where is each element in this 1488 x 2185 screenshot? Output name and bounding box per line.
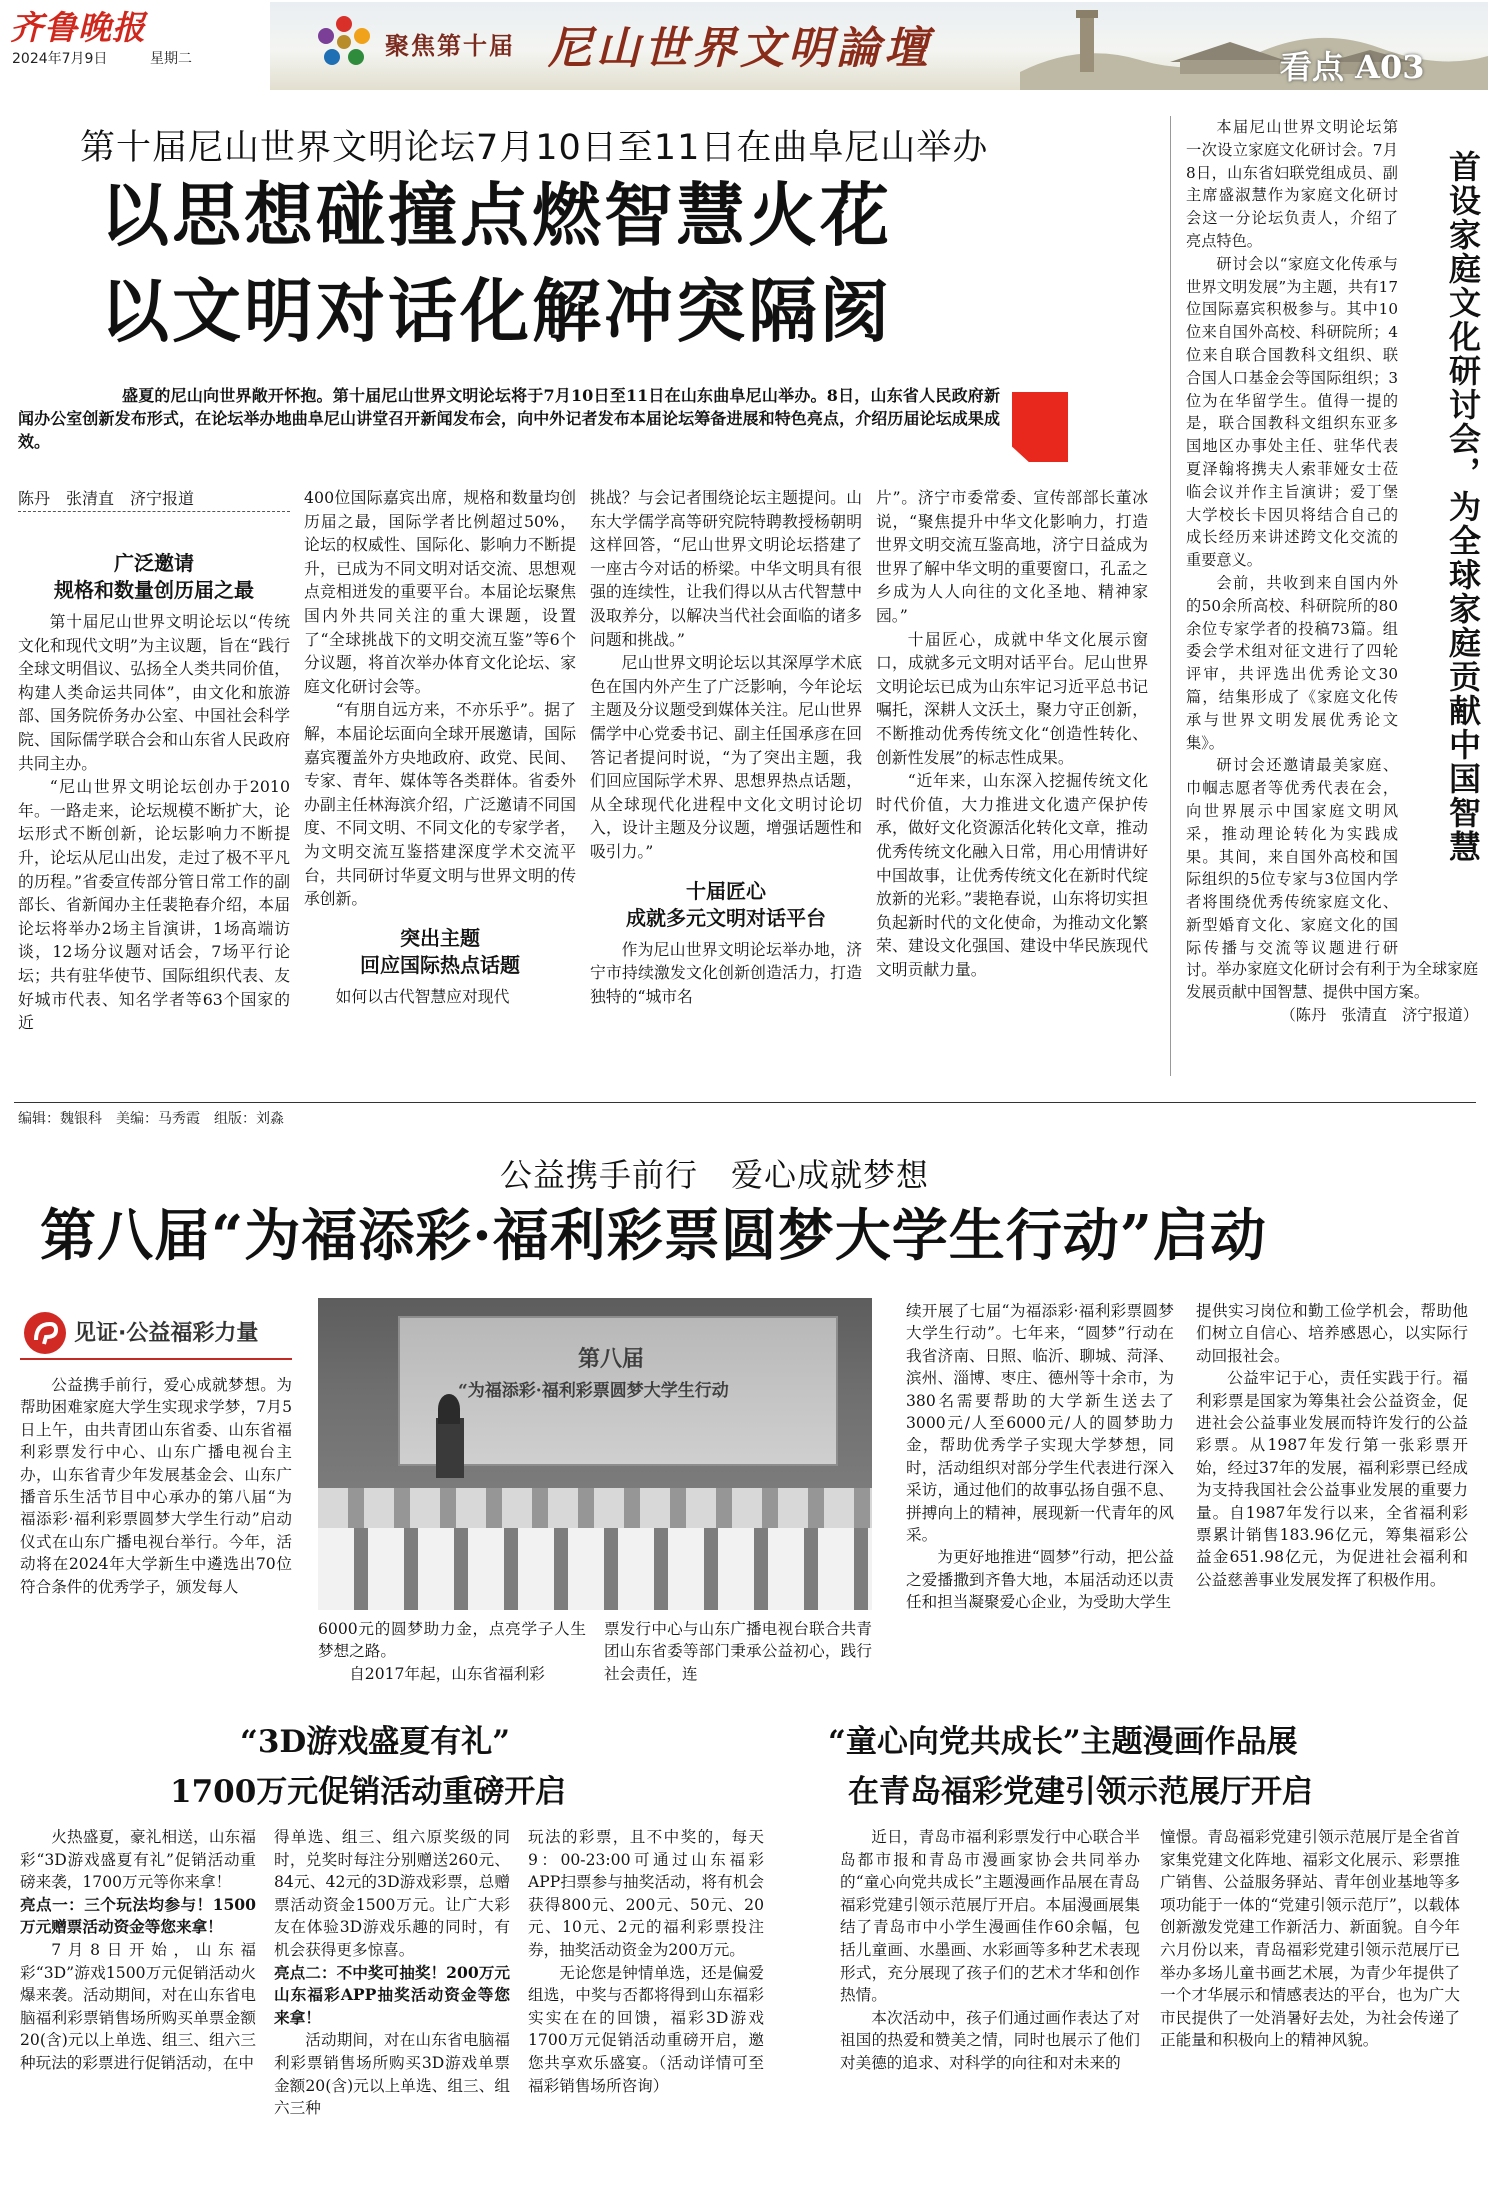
story1-headline-line2: 以文明对话化解冲突隔阂 xyxy=(100,271,892,352)
photo-podium xyxy=(436,1418,464,1478)
story1-column-1 xyxy=(18,520,290,1060)
story1-paragraph: 400位国际嘉宾出席，规格和数量均创历届之最，国际学者比例超过50%，论坛的权威性、国际化、影响力不断提升，已成为不同文明对话交流、思想观点竞相迸发的重要平台。本届论坛聚焦国内外共同关注的重大课题，设置了“全球挑战下的文明交流互鉴”等6个分议题，将首次举办体育文化论坛、家庭文化研讨会等。 xyxy=(304,488,576,696)
story2-paragraph: 提供实习岗位和勤工俭学机会，帮助他们树立自信心、培养感恩心，以实际行动回报社会。 xyxy=(1196,1302,1468,1365)
story2-column-5 xyxy=(1196,1300,1468,1696)
charity-badge xyxy=(20,1306,292,1360)
story1-paragraph: 尼山世界文明论坛以其深厚学术底色在国内外产生了广泛影响，今年论坛主题及分议题受到媒体关注。尼山世界儒学中心党委书记、副主任国承彦在回答记者提问时说，“为了突出主题，我们回应国际学术界、思想界热点话题，从全球现代化进程中文化文明讨论切入，设计主题及分议题，增强话题性和吸引力。” xyxy=(590,653,862,861)
sidebar-byline: （陈丹 张清直 济宁报道） xyxy=(1280,1005,1478,1024)
story1-paragraph: 十届匠心，成就中华文化展示窗口，成就多元文明对话平台。尼山世界文明论坛已成为山东牢记习近平总书记嘱托，深耕人文沃土，聚力守正创新，不断推动优秀传统文化“创造性转化、创新性发展”的标志性成果。 xyxy=(876,629,1148,767)
sidebar-paragraph: 举办家庭文化研讨会有利于为全球家庭发展贡献中国智慧、提供中国方案。 xyxy=(1186,960,1478,1001)
section-name: 看点 xyxy=(1280,48,1345,86)
page-section-label xyxy=(1280,42,1425,88)
story1-subhead-1: 广泛邀请 规格和数量创历届之最 xyxy=(54,551,254,602)
story1-byline: 陈丹 张清直 济宁报道 xyxy=(18,486,290,512)
story3-highlight: 亮点一：三个玩法均参与！1500万元赠票活动资金等您来拿！ xyxy=(20,1894,256,1937)
story1-paragraph: 作为尼山世界文明论坛举办地，济宁市持续激发文化创新创造活力，打造独特的“城市名 xyxy=(590,939,862,1006)
story1-subhead-2: 突出主题 回应国际热点话题 xyxy=(360,925,520,977)
story4-headline-line2: 在青岛福彩党建引领示范展厅开启 xyxy=(848,1774,1313,1810)
story1-column-3 xyxy=(590,486,862,1066)
photo-banner-text-2: “为福添彩·福利彩票圆梦大学生行动 xyxy=(458,1381,729,1401)
photo-audience-row xyxy=(318,1528,872,1610)
story2-paragraph: 票发行中心与山东广播电视台联合共青团山东省委等部门秉承公益初心，践行社会责任，连 xyxy=(604,1620,872,1683)
story4-column-1 xyxy=(840,1826,1140,2176)
story2-paragraph: 为更好地推进“圆梦”行动，把公益之爱播撒到齐鲁大地，本届活动还以责任和担当凝聚爱心企业，为受助大学生 xyxy=(906,1548,1174,1612)
story3-headline-line1: “3D游戏盛夏有礼” xyxy=(240,1724,511,1760)
story1-column-4 xyxy=(876,486,1148,1066)
red-marker-block xyxy=(1012,392,1068,462)
story3-column-2 xyxy=(274,1826,510,2176)
story2-paragraph: 6000元的圆梦助力金，点亮学子人生梦想之路。 xyxy=(318,1620,586,1661)
story3-column-1 xyxy=(20,1826,256,2176)
story2-column-3 xyxy=(604,1618,872,1696)
story1-subhead-3: 十届匠心 成就多元文明对话平台 xyxy=(626,878,826,930)
welfare-lottery-logo-icon xyxy=(22,1310,68,1356)
sidebar-vertical-title: 首设家庭文化研讨会，为全球家庭贡献中国智慧 xyxy=(1444,150,1482,864)
story2-paragraph: 公益携手前行，爱心成就梦想。为帮助困难家庭大学生实现求学梦，7月5日上午，由共青团山东省委、山东省福利彩票发行中心、山东广播电视台主办，山东省青少年发展基金会、山东广播音乐生活节目中心承办的第八届“为福添彩·福利彩票圆梦大学生行动”启动仪式在山东广播电视台举行。今年，活动将在2024年大学新生中遴选出70位符合条件的优秀学子，颁发每人 xyxy=(20,1376,292,1596)
story1-paragraph: “有朋自远方来，不亦乐乎”。据了解，本届论坛面向全球开展邀请，国际嘉宾覆盖外方央地政府、政党、民间、专家、青年、媒体等各类群体。省委外办副主任林海滨介绍，广泛邀请不同国度、不同文明、不同文化的专家学者，为文明交流互鉴搭建深度学术交流平台，共同研讨华夏文明与世界文明的传承创新。 xyxy=(304,700,576,909)
sidebar-text-top xyxy=(1186,116,1398,980)
photo-banner-text-1: 第八届 xyxy=(578,1346,645,1372)
badge-label: 见证·公益福彩力量 xyxy=(74,1321,259,1346)
story1-lead: 盛夏的尼山向世界敞开怀抱。第十届尼山世界文明论坛将于7月10日至11日在山东曲阜尼山举办。8日，山东省人民政府新闻办公室创新发布形式，在论坛举办地曲阜尼山讲堂召开新闻发布会，向中外记者发布本届论坛筹备进展和特色亮点，介绍历届论坛成果成效。 xyxy=(18,386,1000,451)
story2-paragraph: 自2017年起，山东省福利彩 xyxy=(349,1664,545,1683)
issue-weekday: 星期二 xyxy=(150,51,192,67)
newspaper-logo: 齐鲁晚报 xyxy=(10,8,146,47)
story3-paragraph: 玩法的彩票，且不中奖的，每天9：00-23:00可通过山东福彩APP扫票参与抽奖活动，将有机会获得800元、200元、50元、20元、10元、2元的福利彩票投注券，抽奖活动资金为200万元。 xyxy=(528,1828,764,1959)
sidebar-divider xyxy=(1170,116,1171,1076)
story4-column-2 xyxy=(1160,1826,1460,2176)
sidebar-paragraph: 本届尼山世界文明论坛第一次设立家庭文化研讨会。7月8日，山东省妇联党组成员、副主席盛淑慧作为家庭文化研讨会这一分论坛负责人，介绍了亮点特色。 xyxy=(1186,118,1398,250)
story4-headline-line1: “童心向党共成长”主题漫画作品展 xyxy=(828,1724,1298,1760)
sidebar-paragraph: 研讨会还邀请最美家庭、巾帼志愿者等优秀代表在会，向世界展示中国家庭文明风采，推动理论转化为实践成果。其间，来自国外高校和国际组织的5位专家与3位国内学者将围绕优秀传统家庭文化、新型婚育文化、家庭文化的国际传播与交流等议题进行研讨。 xyxy=(1186,756,1398,980)
sidebar-paragraph: 研讨会以“家庭文化传承与世界文明发展”为主题，共有17位国际嘉宾积极参与。其中10位来自国外高校、科研院所；4位来自联合国教科文组织、联合国人口基金会等国际组织；3位为在华留学生。值得一提的是，联合国教科文组织东亚多国地区办事处主任、驻华代表夏泽翰将携夫人索菲娅女士莅临会议并作主旨演讲；爱丁堡大学校长卡因贝将结合自己的成长经历来讲述跨文化交流的重要意义。 xyxy=(1186,254,1398,570)
page-number: A03 xyxy=(1355,48,1425,86)
story3-column-3 xyxy=(528,1826,764,2176)
story1-kicker: 第十届尼山世界文明论坛7月10日至11日在曲阜尼山举办 xyxy=(80,128,989,168)
story1-paragraph: 第十届尼山世界文明论坛以“传统文化和现代文明”为主议题，旨在“践行全球文明倡议、弘扬全人类共同价值，构建人类命运共同体”，由文化和旅游部、国务院侨务办公室、中国社会科学院、国际儒学联合会和山东省人民政府共同主办。 xyxy=(18,612,290,773)
story2-column-2 xyxy=(318,1618,586,1696)
story3-paragraph: 活动期间，对在山东省电脑福利彩票销售场所购买3D游戏单票金额20(含)元以上单选、组三、组六三种 xyxy=(274,2031,510,2118)
story2-column-4 xyxy=(906,1300,1174,1696)
story3-paragraph: 得单选、组三、组六原奖级的同时，兑奖时每注分别赠送260元、84元、42元的3D游戏彩票，总赠票活动资金1500万元。让广大彩友在体验3D游戏乐趣的同时，有机会获得更多惊喜。 xyxy=(274,1828,510,1959)
story3-headline-line2: 1700万元促销活动重磅开启 xyxy=(170,1774,567,1810)
story1-paragraph: “尼山世界文明论坛创办于2010年。一路走来，论坛规模不断扩大，论坛形式不断创新，论坛影响力不断提升，论坛从尼山出发，走过了极不平凡的历程。”省委宣传部分管日常工作的副部长、省新闻办主任裴艳春介绍，本届论坛将举办2场主旨演讲，1场高端访谈，12场分议题对话会，7场平行论坛；共有驻华使节、国际组织代表、友好城市代表、知名学者等63个国家的近 xyxy=(18,777,290,1033)
story1-column-2 xyxy=(304,486,576,1066)
story2-kicker: 公益携手前行 爱心成就梦想 xyxy=(500,1156,930,1194)
story4-paragraph: 近日，青岛市福利彩票发行中心联合半岛都市报和青岛市漫画家协会共同举办的“童心向党共成长”主题漫画作品展在青岛福彩党建引领示范展厅开启。本届漫画展集结了青岛市中小学生漫画佳作60余幅，包括儿童画、水墨画、水彩画等多种艺术表现形式，充分展现了孩子们的艺术才华和创作热情。 xyxy=(840,1828,1140,2005)
banner-title: 尼山世界文明論壇 xyxy=(548,23,932,74)
story1-headline-line1: 以思想碰撞点燃智慧火花 xyxy=(100,175,892,256)
story1-paragraph: 片”。济宁市委常委、宣传部部长董冰说，“聚焦提升中华文化影响力，打造世界文明交流互鉴高地，济宁日益成为世界了解中华文明的重要窗口，孔孟之乡成为人人向往的文化圣地、精神家园。” xyxy=(876,488,1148,625)
story4-paragraph: 本次活动中，孩子们通过画作表达了对祖国的热爱和赞美之情，同时也展示了他们对美德的追求、对科学的向往和对未来的 xyxy=(840,2008,1140,2072)
sidebar-paragraph: 会前，共收到来自国内外的50余所高校、科研院所的80余位专家学者的投稿73篇。组委会学术组对征文进行了四轮评审，共评选出优秀论文30篇，结集形成了《家庭文化传承与世界文明发展优秀论文集》。 xyxy=(1186,573,1398,752)
story1-paragraph: 如何以古代智慧应对现代 xyxy=(335,986,510,1006)
story3-highlight: 亮点二：不中奖可抽奖！200万元山东福彩APP抽奖活动资金等您来拿！ xyxy=(274,1962,510,2027)
story2-column-1 xyxy=(20,1374,292,1694)
event-photo xyxy=(318,1298,872,1610)
section-divider xyxy=(14,1102,1476,1103)
sidebar-text-bottom xyxy=(1186,958,1478,1068)
story2-paragraph: 续开展了七届“为福添彩·福利彩票圆梦大学生行动”。七年来，“圆梦”行动在我省济南、日照、临沂、聊城、菏泽、滨州、淄博、枣庄、德州等十余市，为380名需要帮助的大学新生送去了3000元/人至6000元/人的圆梦助力金，帮助优秀学子实现大学梦想，同时，活动组织对部分学生代表进行深入采访，通过他们的故事弘扬自强不息、拼搏向上的精神，展现新一代青年的风采。 xyxy=(906,1302,1174,1545)
story1-paragraph: 挑战？与会记者围绕论坛主题提问。山东大学儒学高等研究院特聘教授杨朝明这样回答，“尼山世界文明论坛搭建了一座古今对话的桥梁。中华文明具有很强的连续性，让我们得以从古代智慧中汲取养分，以解决当代社会面临的诸多问题和挑战。” xyxy=(590,488,862,649)
story2-paragraph: 公益牢记于心，责任实践于行。福利彩票是国家为筹集社会公益资金，促进社会公益事业发展而特许发行的公益彩票。从1987年发行第一张彩票开始，经过37年的发展，福利彩票已经成为支持我国社会公益事业发展的重要力量。自1987年发行以来，全省福利彩票累计销售183.96亿元，筹集福彩公益金651.98亿元，为促进社会福利和公益慈善事业发展发挥了积极作用。 xyxy=(1196,1369,1468,1589)
editors-credit: 编辑：魏银科 美编：马秀霞 组版：刘淼 xyxy=(18,1111,284,1127)
photo-speaker xyxy=(438,1394,460,1424)
banner-prefix: 聚焦第十届 xyxy=(385,31,515,60)
story3-paragraph: 7月8日开始，山东福彩“3D”游戏1500万元促销活动火爆来袭。活动期间，对在山东省电脑福利彩票销售场所购买单票金额20(含)元以上单选、组三、组六三种玩法的彩票进行促销活动，在中 xyxy=(20,1940,256,2072)
masthead xyxy=(0,0,1488,92)
forum-logo-icon xyxy=(312,10,376,74)
story4-paragraph: 憧憬。青岛福彩党建引领示范展厅是全省首家集党建文化阵地、福彩文化展示、彩票推广销售、公益服务驿站、青年创业基地等多项功能于一体的“党建引领示范厅”，以载体创新激发党建工作新活力、新面貌。自今年六月份以来，青岛福彩党建引领示范展厅已举办多场儿童书画艺术展，为青少年提供了一个才华展示和情感表达的平台，也为广大市民提供了一处消暑好去处，为社会传递了正能量和积极向上的精神风貌。 xyxy=(1160,1828,1460,2050)
story3-paragraph: 无论您是钟情单选，还是偏爱组选，中奖与否都将得到山东福彩实实在在的回馈，福彩3D游戏1700万元促销活动重磅开启，邀您共享欢乐盛宴。（活动详情可至福彩销售场所咨询） xyxy=(528,1963,764,2095)
story1-paragraph: “近年来，山东深入挖掘传统文化时代价值，大力推进文化遗产保护传承，做好文化资源活化转化文章，推动优秀传统文化融入日常，用心用情讲好中国故事，让优秀传统文化在新时代绽放新的光彩。”裴艳春说，山东将切实担负起新时代的文化使命，为推动文化繁荣、建设文化强国、建设中华民族现代文明贡献力量。 xyxy=(876,771,1148,979)
story2-headline: 第八届“为福添彩·福利彩票圆梦大学生行动”启动 xyxy=(40,1203,1267,1269)
issue-date: 2024年7月9日 xyxy=(12,51,108,67)
story3-paragraph: 火热盛夏，豪礼相送，山东福彩“3D游戏盛夏有礼”促销活动重磅来袭，1700万元等你来拿！ xyxy=(20,1828,256,1892)
